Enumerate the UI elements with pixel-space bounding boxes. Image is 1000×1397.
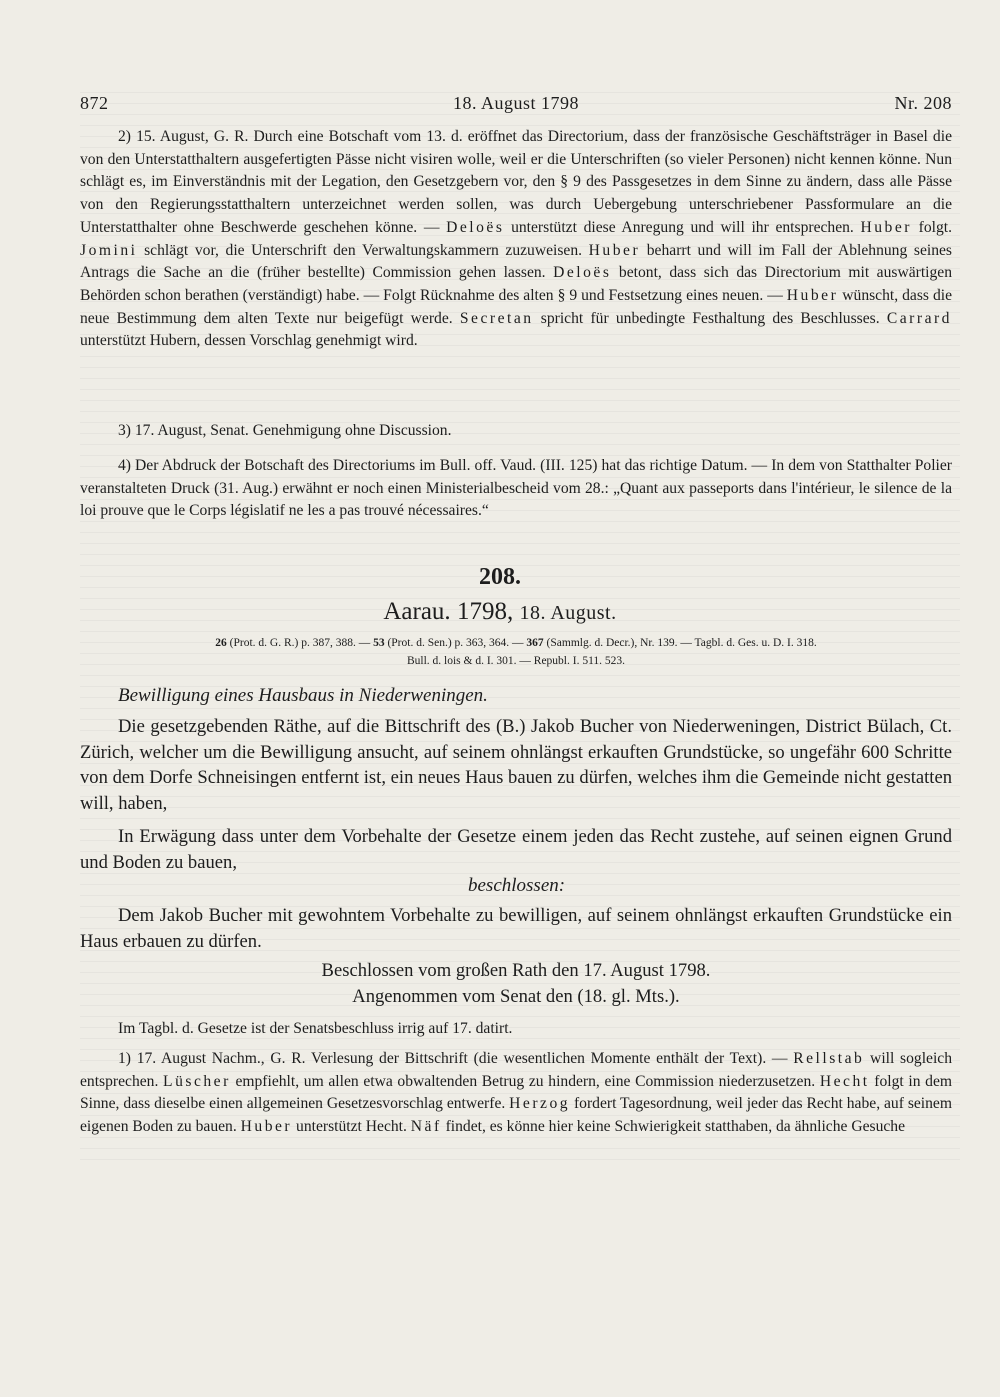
name-huber: Huber — [240, 1118, 293, 1136]
document-number: Nr. 208 — [894, 93, 952, 113]
name-deloes: Deloës — [553, 264, 612, 282]
resolution-heading: beschlossen: — [468, 875, 566, 896]
name-huber: Huber — [588, 241, 641, 259]
document-subtitle: Bewilligung eines Hausbaus in Niederweningen. — [118, 685, 488, 706]
footnote-1-text: 1) 17. August Nachm., G. R. Verlesung der Bittschrift (die wesentlichen Momente enthält der Text). — Rellstab will sogleich entsprechen. Lüscher empfiehlt, um allen etwa obwaltenden Betrug zu hindern, eine Commission niederzusetzen. Hecht folgt in dem Sinne, dass dieselbe einen allgemeinen Gesetzesvorschlag entwerfe. Herzog fordert Tagesordnung, weil jeder das Recht habe, auf seinem eigenen Boden zu bauen. Huber unterstützt Hecht. Näf findet, es könne hier keine Schwierigkeit statthaben, da ähnliche Gesuche — [80, 1050, 953, 1136]
name-hecht: Hecht — [819, 1072, 870, 1090]
source-references — [80, 634, 952, 670]
footnote-3: 3) 17. August, Senat. Genehmigung ohne Discussion. — [118, 422, 452, 439]
year: 1798, — [456, 598, 514, 625]
footnote-4: 4) Der Abdruck der Botschaft des Directoriums im Bull. off. Vaud. (III. 125) hat das richtige Datum. — In dem von Statthalter Polier veranstalteten Druck (31. Aug.) erwähnt er noch einen Ministerialbescheid vom 28.: „Quant aux passeports dans l'intérieur, le silence de la loi prouve que le Corps législatif ne les a pas trouvé nécessaires.“ — [80, 457, 952, 520]
name-secretan: Secretan — [459, 309, 534, 327]
closing-line-2: Angenommen vom Senat den (18. gl. Mts.). — [352, 986, 680, 1007]
name-jomini: Jomini — [80, 241, 138, 259]
footnote-2 — [80, 126, 952, 353]
name-naef: Näf — [410, 1118, 442, 1136]
body-paragraph-1: Die gesetzgebenden Räthe, auf die Bittschrift des (B.) Jakob Bucher von Niederweningen, District Bülach, Ct. Zürich, welcher um die Bewilligung ansucht, auf seinem ohnlängst erkauften Grundstücke, so ungefähr 600 Schritte von dem Dorfe Schneisingen entfernt ist, ein neues Haus bauen zu dürfen, welches ihm die Gemeinde nicht gestatten will, haben, — [80, 716, 952, 814]
running-header — [80, 90, 952, 116]
name-rellstab: Rellstab — [793, 1050, 865, 1067]
closing-line-1: Beschlossen vom großen Rath den 17. August 1798. — [321, 960, 711, 981]
footnote-2-text: 2) 15. August, G. R. Durch eine Botschaft vom 13. d. eröffnet das Directorium, dass der französische Geschäftsträger in Basel die von den Unterstatthaltern ausgefertigten Pässe nicht visiren wolle, weil er die Unterschriften (so vieler Personen) nicht kennen könne. Nun schlägt es, im Einverständnis mit der Legation, den Gesetzgebern vor, den § 9 des Passgesetzes in dem Sinne zu ändern, dass alle Pässe von den Regierungsstatthaltern unterzeichnet werden sollen, was durch Uebergebung unterschriebener Passformulare an die Unterstatthalter ohne Beschwerde geschehen könne. — Deloës unterstützt diese Anregung und will ihr entsprechen. Huber folgt. Jomini schlägt vor, die Unterschrift den Verwaltungskammern zuzuweisen. Huber beharrt und will im Fall der Ablehnung seines Antrags die Sache an die (früher bestellte) Commission gehen lassen. Deloës betont, dass sich das Directorium mit auswärtigen Behörden schon berathen (verständigt) habe. — Folgt Rücknahme des alten § 9 und Festsetzung eines neuen. — Huber wünscht, dass die neue Bestimmung dem alten Texte nur beigefügt werde. Secretan spricht für unbedingte Festhaltung des Beschlusses. Carrard unterstützt Hubern, dessen Vorschlag genehmigt wird. — [80, 128, 953, 350]
place-name: Aarau. — [383, 598, 451, 625]
body-paragraph-3: Dem Jakob Bucher mit gewohntem Vorbehalte zu bewilligen, auf seinem ohnlängst erkauften Grundstücke ein Haus erbauen zu dürfen. — [80, 905, 952, 952]
document-date: 18. August. — [519, 602, 617, 624]
name-huber: Huber — [786, 286, 839, 304]
references-line-1: 26 (Prot. d. G. R.) p. 387, 388. — 53 (Prot. d. Sen.) p. 363, 364. — 367 (Sammlg. d. Decr.), Nr. 139. — Tagbl. d. Ges. u. D. I. 318. — [215, 637, 817, 649]
document-number-title: 208. — [479, 564, 521, 590]
footnote-1 — [80, 1048, 952, 1139]
page-number: 872 — [80, 93, 109, 113]
name-deloes: Deloës — [446, 218, 505, 236]
name-carrard: Carrard — [886, 309, 952, 327]
place-date-line — [0, 595, 1000, 630]
name-herzog: Herzog — [509, 1095, 571, 1113]
references-line-2: Bull. d. lois & d. I. 301. — Republ. I. 511. 523. — [406, 655, 626, 667]
body-paragraph-2: In Erwägung dass unter dem Vorbehalte der Gesetze einem jeden das Recht zustehe, auf seinen eignen Grund und Boden zu bauen, — [80, 826, 952, 873]
name-huber: Huber — [860, 218, 912, 236]
tagblatt-note: Im Tagbl. d. Gesetze ist der Senatsbeschluss irrig auf 17. datirt. — [118, 1020, 513, 1037]
header-date: 18. August 1798 — [452, 93, 579, 113]
name-luescher: Lüscher — [163, 1072, 231, 1090]
